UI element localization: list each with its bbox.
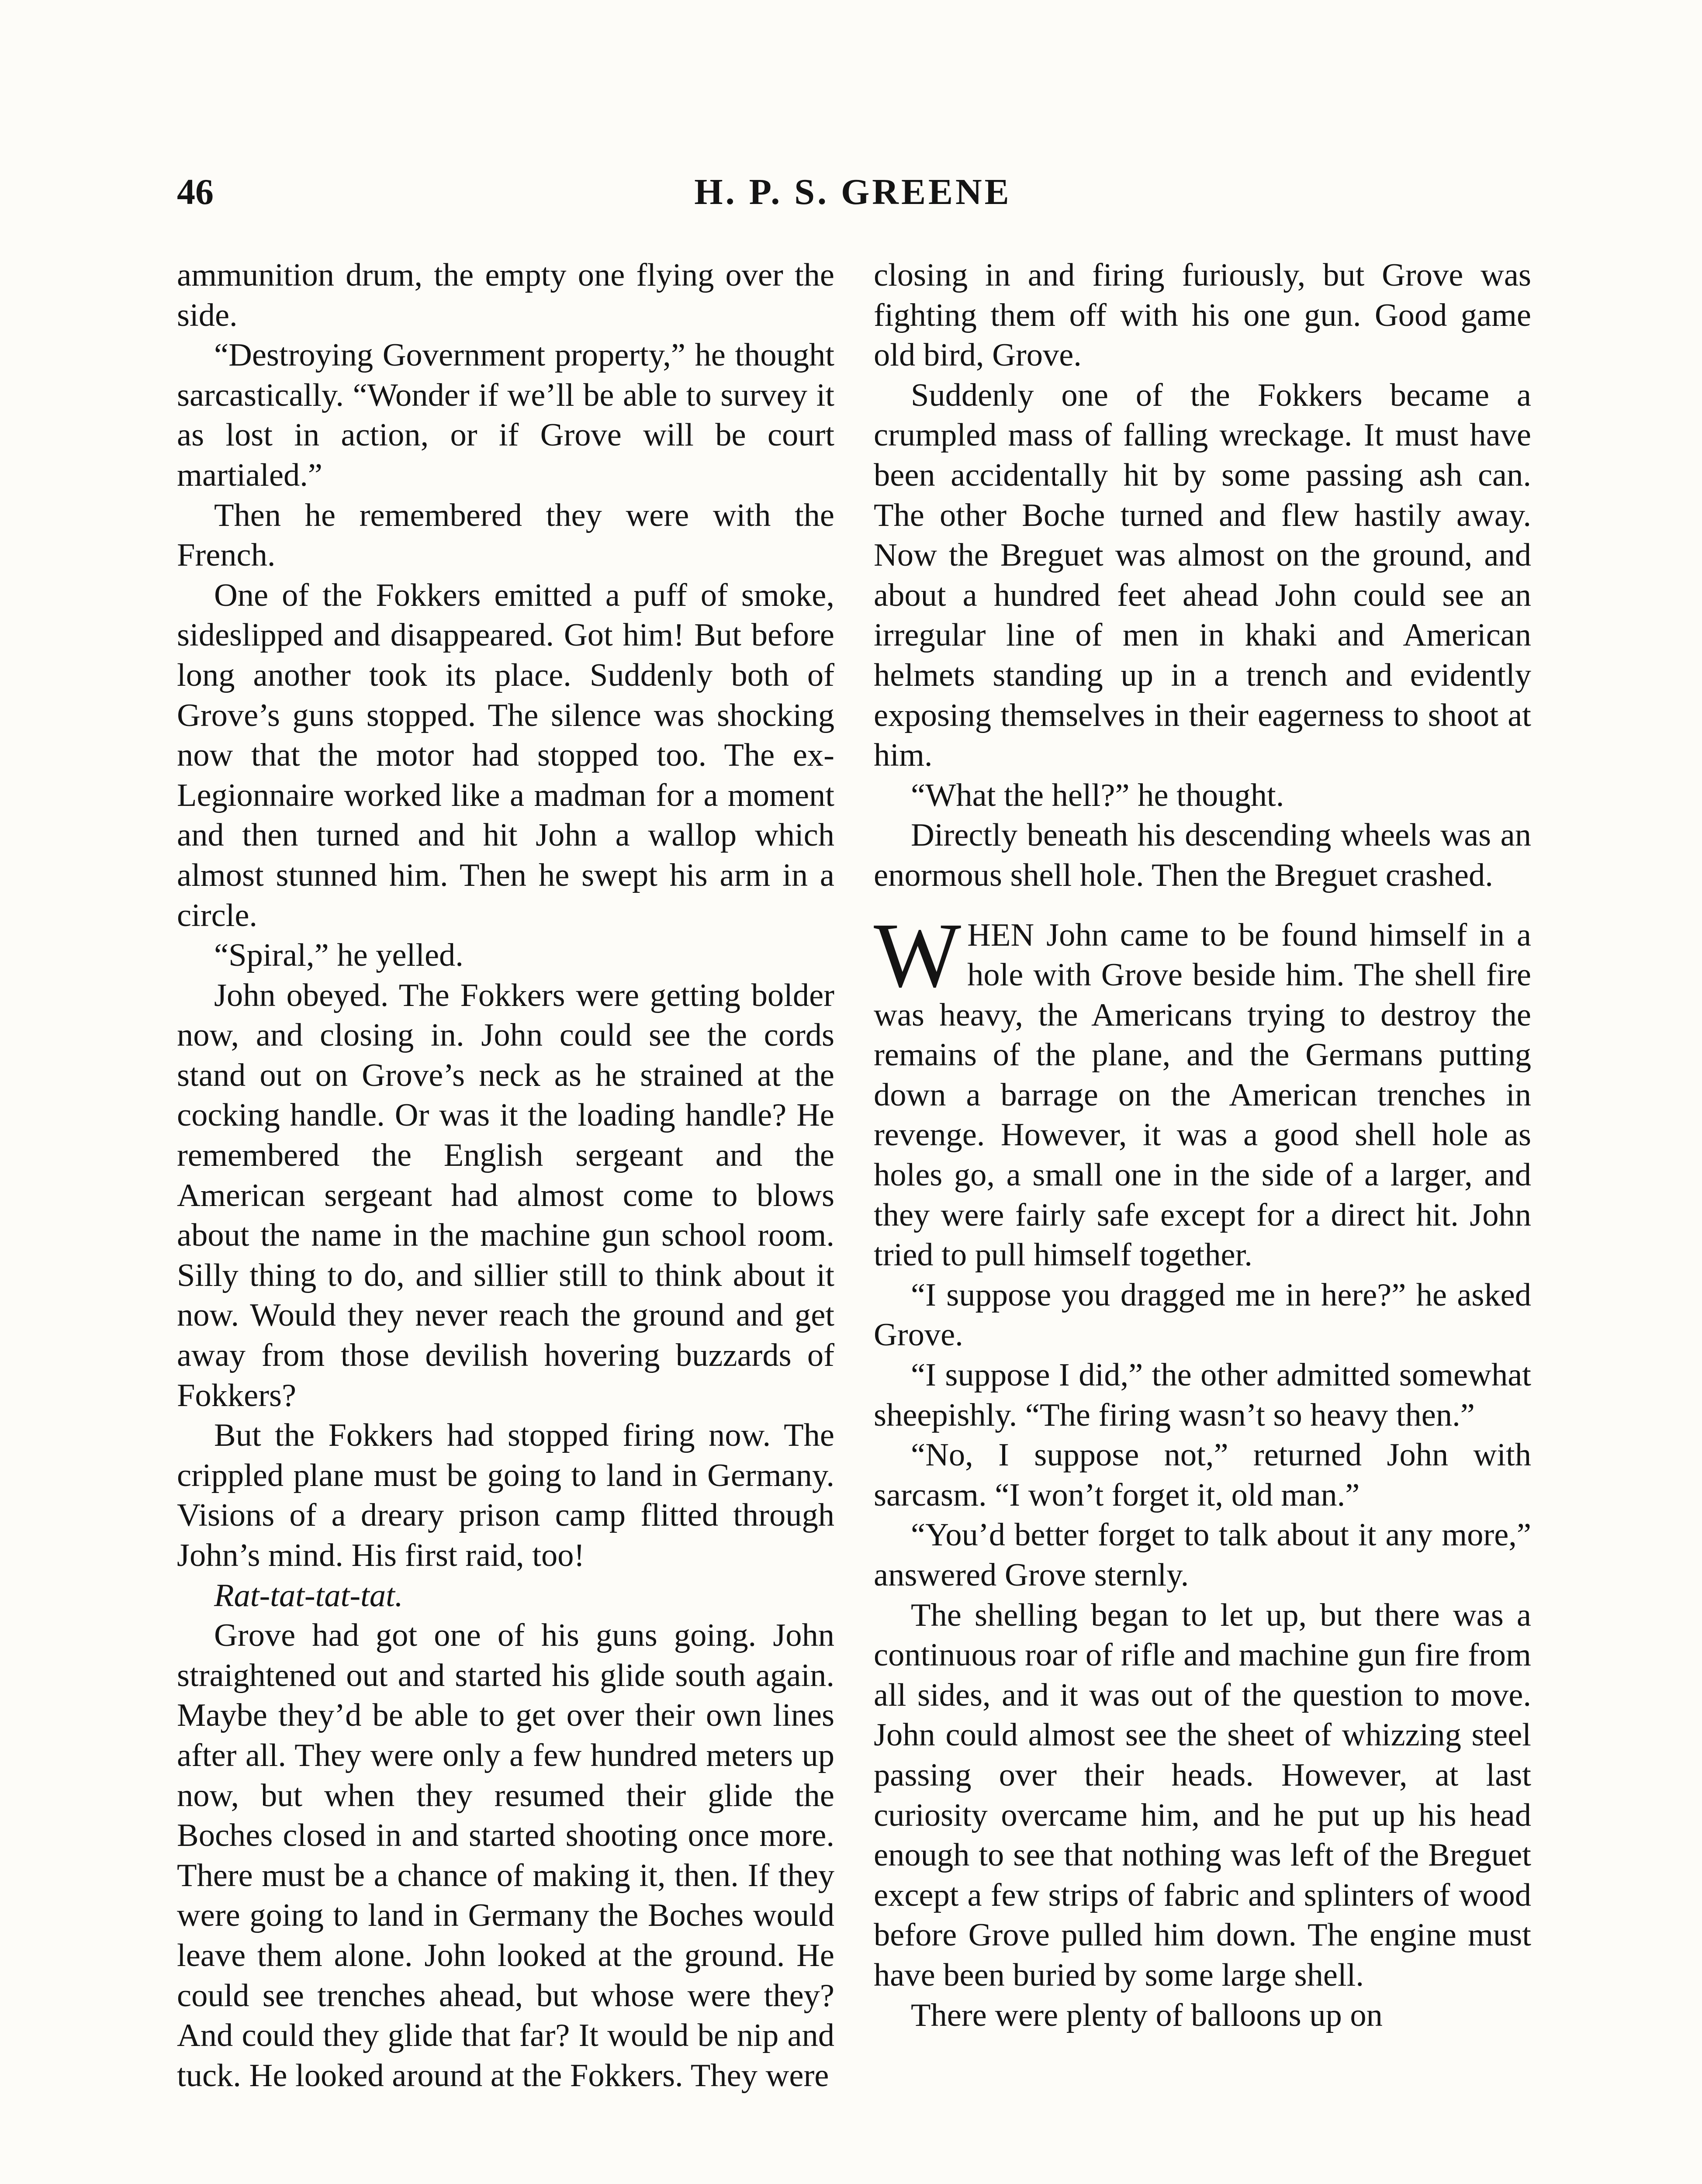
paragraph: “You’d better forget to talk about it any more,” answered Grove sternly. (874, 1517, 1531, 1593)
running-title: H. P. S. GREENE (694, 172, 1012, 212)
paragraph: There were plenty of balloons up on (911, 1997, 1383, 2033)
paragraph: John obeyed. The Fokkers were getting bolder now, and closing in. John could see the cords stand out on Grove’s neck as he strained at the cocking handle. Or was it the loading handle? He remembered the English sergeant and the American sergeant had almost come to blows about the name in the machine gun school room. Silly thing to do, and sillier still to think about it now. Would they never reach the ground and get away from those devilish hovering buzzards of Fokkers? (177, 977, 834, 1413)
paragraph: “I suppose you dragged me in here?” he asked Grove. (874, 1277, 1531, 1353)
paragraph: Directly beneath his descending wheels was an enormous shell hole. Then the Breguet crashed. (874, 817, 1531, 893)
drop-cap: W (874, 903, 962, 1006)
paragraph: “Spiral,” he yelled. (214, 937, 464, 974)
paragraph: Grove had got one of his guns going. John straightened out and started his glide south again. Maybe they’d be able to get over their own lines after all. They were only a few hundred meters up now, but when they resumed their glide the Boches closed in and started shooting once more. There must be a chance of making it, then. If they were going to land in Germany the Boches would leave them alone. John looked at the ground. He could see trenches ahead, but whose were they? And could they glide that far? It would be nip and tuck. He looked around at the Fokkers. They were (177, 1617, 834, 2094)
paragraph: But the Fokkers had stopped firing now. The crippled plane must be going to land in Germany. Visions of a dreary prison camp flitted through John’s mind. His first raid, too! (177, 1417, 834, 1573)
page-number: 46 (177, 172, 214, 212)
paragraph: closing in and firing furiously, but Grove was fighting them off with his one gun. Good game old bird, Grove. (874, 257, 1531, 373)
paragraph: “What the hell?” he thought. (911, 777, 1284, 813)
section-opening-text: HEN John came to be found himself in a hole with Grove beside him. The shell fire was heavy, the Americans trying to destroy the remains of the plane, and the Germans putting down a barrage on the American trenches in revenge. However, it was a good shell hole as holes go, a small one in the side of a larger, and they were fairly safe except for a direct hit. John tried to pull himself together. (874, 917, 1531, 1273)
paragraph: Then he remembered they were with the French. (177, 497, 834, 574)
paragraph: “Destroying Government property,” he thought sarcastically. “Wonder if we’ll be able to survey it as lost in action, or if Grove will be court martialed.” (177, 337, 834, 493)
paragraph: ammunition drum, the empty one flying over the side. (177, 257, 834, 333)
section-opening-paragraph (874, 903, 1531, 1275)
paragraph: “I suppose I did,” the other admitted somewhat sheepishly. “The firing wasn’t so heavy then.” (874, 1357, 1531, 1433)
paragraph: One of the Fokkers emitted a puff of smoke, sideslipped and disappeared. Got him! But before long another took its place. Suddenly both of Grove’s guns stopped. The silence was shocking now that the motor had stopped too. The ex-Legionnaire worked like a madman for a moment and then turned and hit John a wallop which almost stunned him. Then he swept his arm in a circle. (177, 577, 834, 933)
running-head (177, 166, 1529, 218)
right-column (874, 256, 1531, 2035)
left-column (177, 256, 834, 2096)
italic-sound-effect: Rat-tat-tat-tat. (214, 1577, 403, 1614)
paragraph: The shelling began to let up, but there was a continuous roar of rifle and machine gun fire from all sides, and it was out of the question to move. John could almost see the sheet of whizzing steel passing over their heads. However, at last curiosity overcame him, and he put up his head enough to see that nothing was left of the Breguet except a few strips of fabric and splinters of wood before Grove pulled him down. The engine must have been buried by some large shell. (874, 1597, 1531, 1993)
sound-effect-line (177, 1576, 834, 1616)
paragraph: “No, I suppose not,” returned John with sarcasm. “I won’t forget it, old man.” (874, 1437, 1531, 1513)
paragraph: Suddenly one of the Fokkers became a crumpled mass of falling wreckage. It must have been accidentally hit by some passing ash can. The other Boche turned and flew hastily away. Now the Breguet was almost on the ground, and about a hundred feet ahead John could see an irregular line of men in khaki and American helmets standing up in a trench and evidently exposing themselves in their eagerness to shoot at him. (874, 377, 1531, 774)
